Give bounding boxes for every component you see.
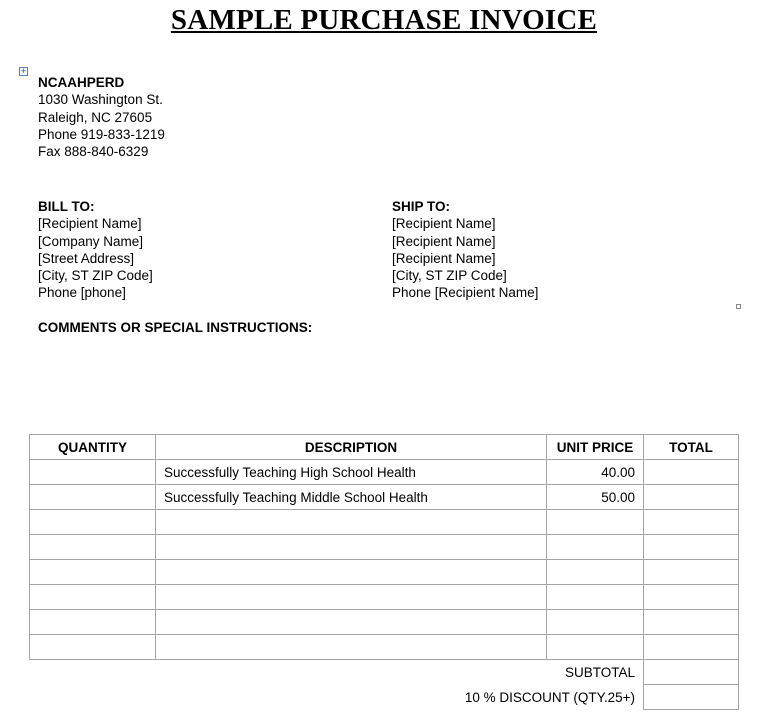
subtotal-label: SUBTOTAL — [547, 660, 644, 685]
invoice-items-table — [29, 434, 739, 710]
sender-fax: Fax 888-840-6329 — [38, 144, 149, 160]
discount-label: 10 % DISCOUNT (QTY.25+) — [464, 689, 635, 705]
cell-description[interactable] — [156, 535, 547, 560]
ship-to-line: [Recipient Name] — [392, 216, 496, 232]
bill-to-line: [Company Name] — [38, 233, 144, 249]
cell-unit-price[interactable] — [547, 560, 644, 585]
cell-unit-price[interactable] — [547, 585, 644, 610]
cell-unit-price[interactable]: 50.00 — [547, 485, 644, 510]
cell-quantity[interactable] — [30, 560, 156, 585]
bill-to-heading: BILL TO: — [38, 199, 95, 214]
cell-description[interactable] — [156, 610, 547, 635]
cell-quantity[interactable] — [30, 585, 156, 610]
ship-to-line: [City, ST ZIP Code] — [392, 268, 507, 284]
cell-total[interactable] — [644, 585, 739, 610]
cell-description[interactable] — [156, 585, 547, 610]
cell-unit-price[interactable] — [547, 510, 644, 535]
cell-total[interactable] — [644, 560, 739, 585]
empty-cell — [30, 685, 156, 710]
cell-total[interactable] — [644, 635, 739, 660]
cell-total[interactable] — [644, 510, 739, 535]
sender-address — [38, 74, 165, 160]
comments-label: COMMENTS OR SPECIAL INSTRUCTIONS: — [38, 320, 313, 335]
table-row — [30, 610, 739, 635]
sender-phone: Phone 919-833-1219 — [38, 126, 165, 142]
discount-row — [30, 685, 739, 710]
cell-description[interactable]: Successfully Teaching Middle School Health — [156, 485, 547, 510]
cell-description[interactable] — [156, 510, 547, 535]
table-move-handle-icon[interactable]: + — [20, 66, 27, 76]
table-row — [30, 510, 739, 535]
cell-quantity[interactable] — [30, 535, 156, 560]
header-description: DESCRIPTION — [156, 435, 547, 460]
cell-unit-price[interactable] — [547, 535, 644, 560]
table-row — [30, 535, 739, 560]
cell-description[interactable] — [156, 635, 547, 660]
ship-to-line: [Recipient Name] — [392, 250, 496, 266]
bill-to-line: Phone [phone] — [38, 285, 126, 301]
sender-address-line-2: Raleigh, NC 27605 — [38, 109, 153, 125]
ship-to-heading: SHIP TO: — [392, 199, 451, 214]
ship-to-block — [392, 198, 538, 302]
cell-description[interactable]: Successfully Teaching High School Health — [156, 460, 547, 485]
bill-to-line: [Street Address] — [38, 250, 135, 266]
bill-to-line: [Recipient Name] — [38, 216, 142, 232]
cell-description[interactable] — [156, 560, 547, 585]
bill-to-line: [City, ST ZIP Code] — [38, 268, 153, 284]
subtotal-row — [30, 660, 739, 685]
table-row — [30, 485, 739, 510]
ship-to-line: [Recipient Name] — [392, 233, 496, 249]
table-row — [30, 560, 739, 585]
cell-quantity[interactable] — [30, 635, 156, 660]
cell-total[interactable] — [644, 460, 739, 485]
table-row — [30, 460, 739, 485]
table-row — [30, 585, 739, 610]
invoice-title: SAMPLE PURCHASE INVOICE — [170, 4, 598, 36]
sender-name: NCAAHPERD — [38, 75, 125, 90]
header-quantity: QUANTITY — [30, 435, 156, 460]
ship-to-line: Phone [Recipient Name] — [392, 285, 539, 301]
cell-total[interactable] — [644, 610, 739, 635]
table-row — [30, 635, 739, 660]
paragraph-marker — [736, 304, 741, 309]
subtotal-value[interactable] — [644, 660, 739, 685]
cell-unit-price[interactable] — [547, 635, 644, 660]
cell-unit-price[interactable] — [547, 610, 644, 635]
cell-quantity[interactable] — [30, 460, 156, 485]
empty-cell — [30, 660, 156, 685]
cell-quantity[interactable] — [30, 510, 156, 535]
cell-unit-price[interactable]: 40.00 — [547, 460, 644, 485]
table-header-row — [30, 435, 739, 460]
sender-address-line-1: 1030 Washington St. — [38, 92, 163, 108]
cell-quantity[interactable] — [30, 610, 156, 635]
cell-quantity[interactable] — [30, 485, 156, 510]
discount-value[interactable] — [644, 685, 739, 710]
header-total: TOTAL — [644, 435, 739, 460]
bill-to-block — [38, 198, 153, 302]
header-unit-price: UNIT PRICE — [547, 435, 644, 460]
cell-total[interactable] — [644, 485, 739, 510]
cell-total[interactable] — [644, 535, 739, 560]
empty-cell — [156, 660, 547, 685]
